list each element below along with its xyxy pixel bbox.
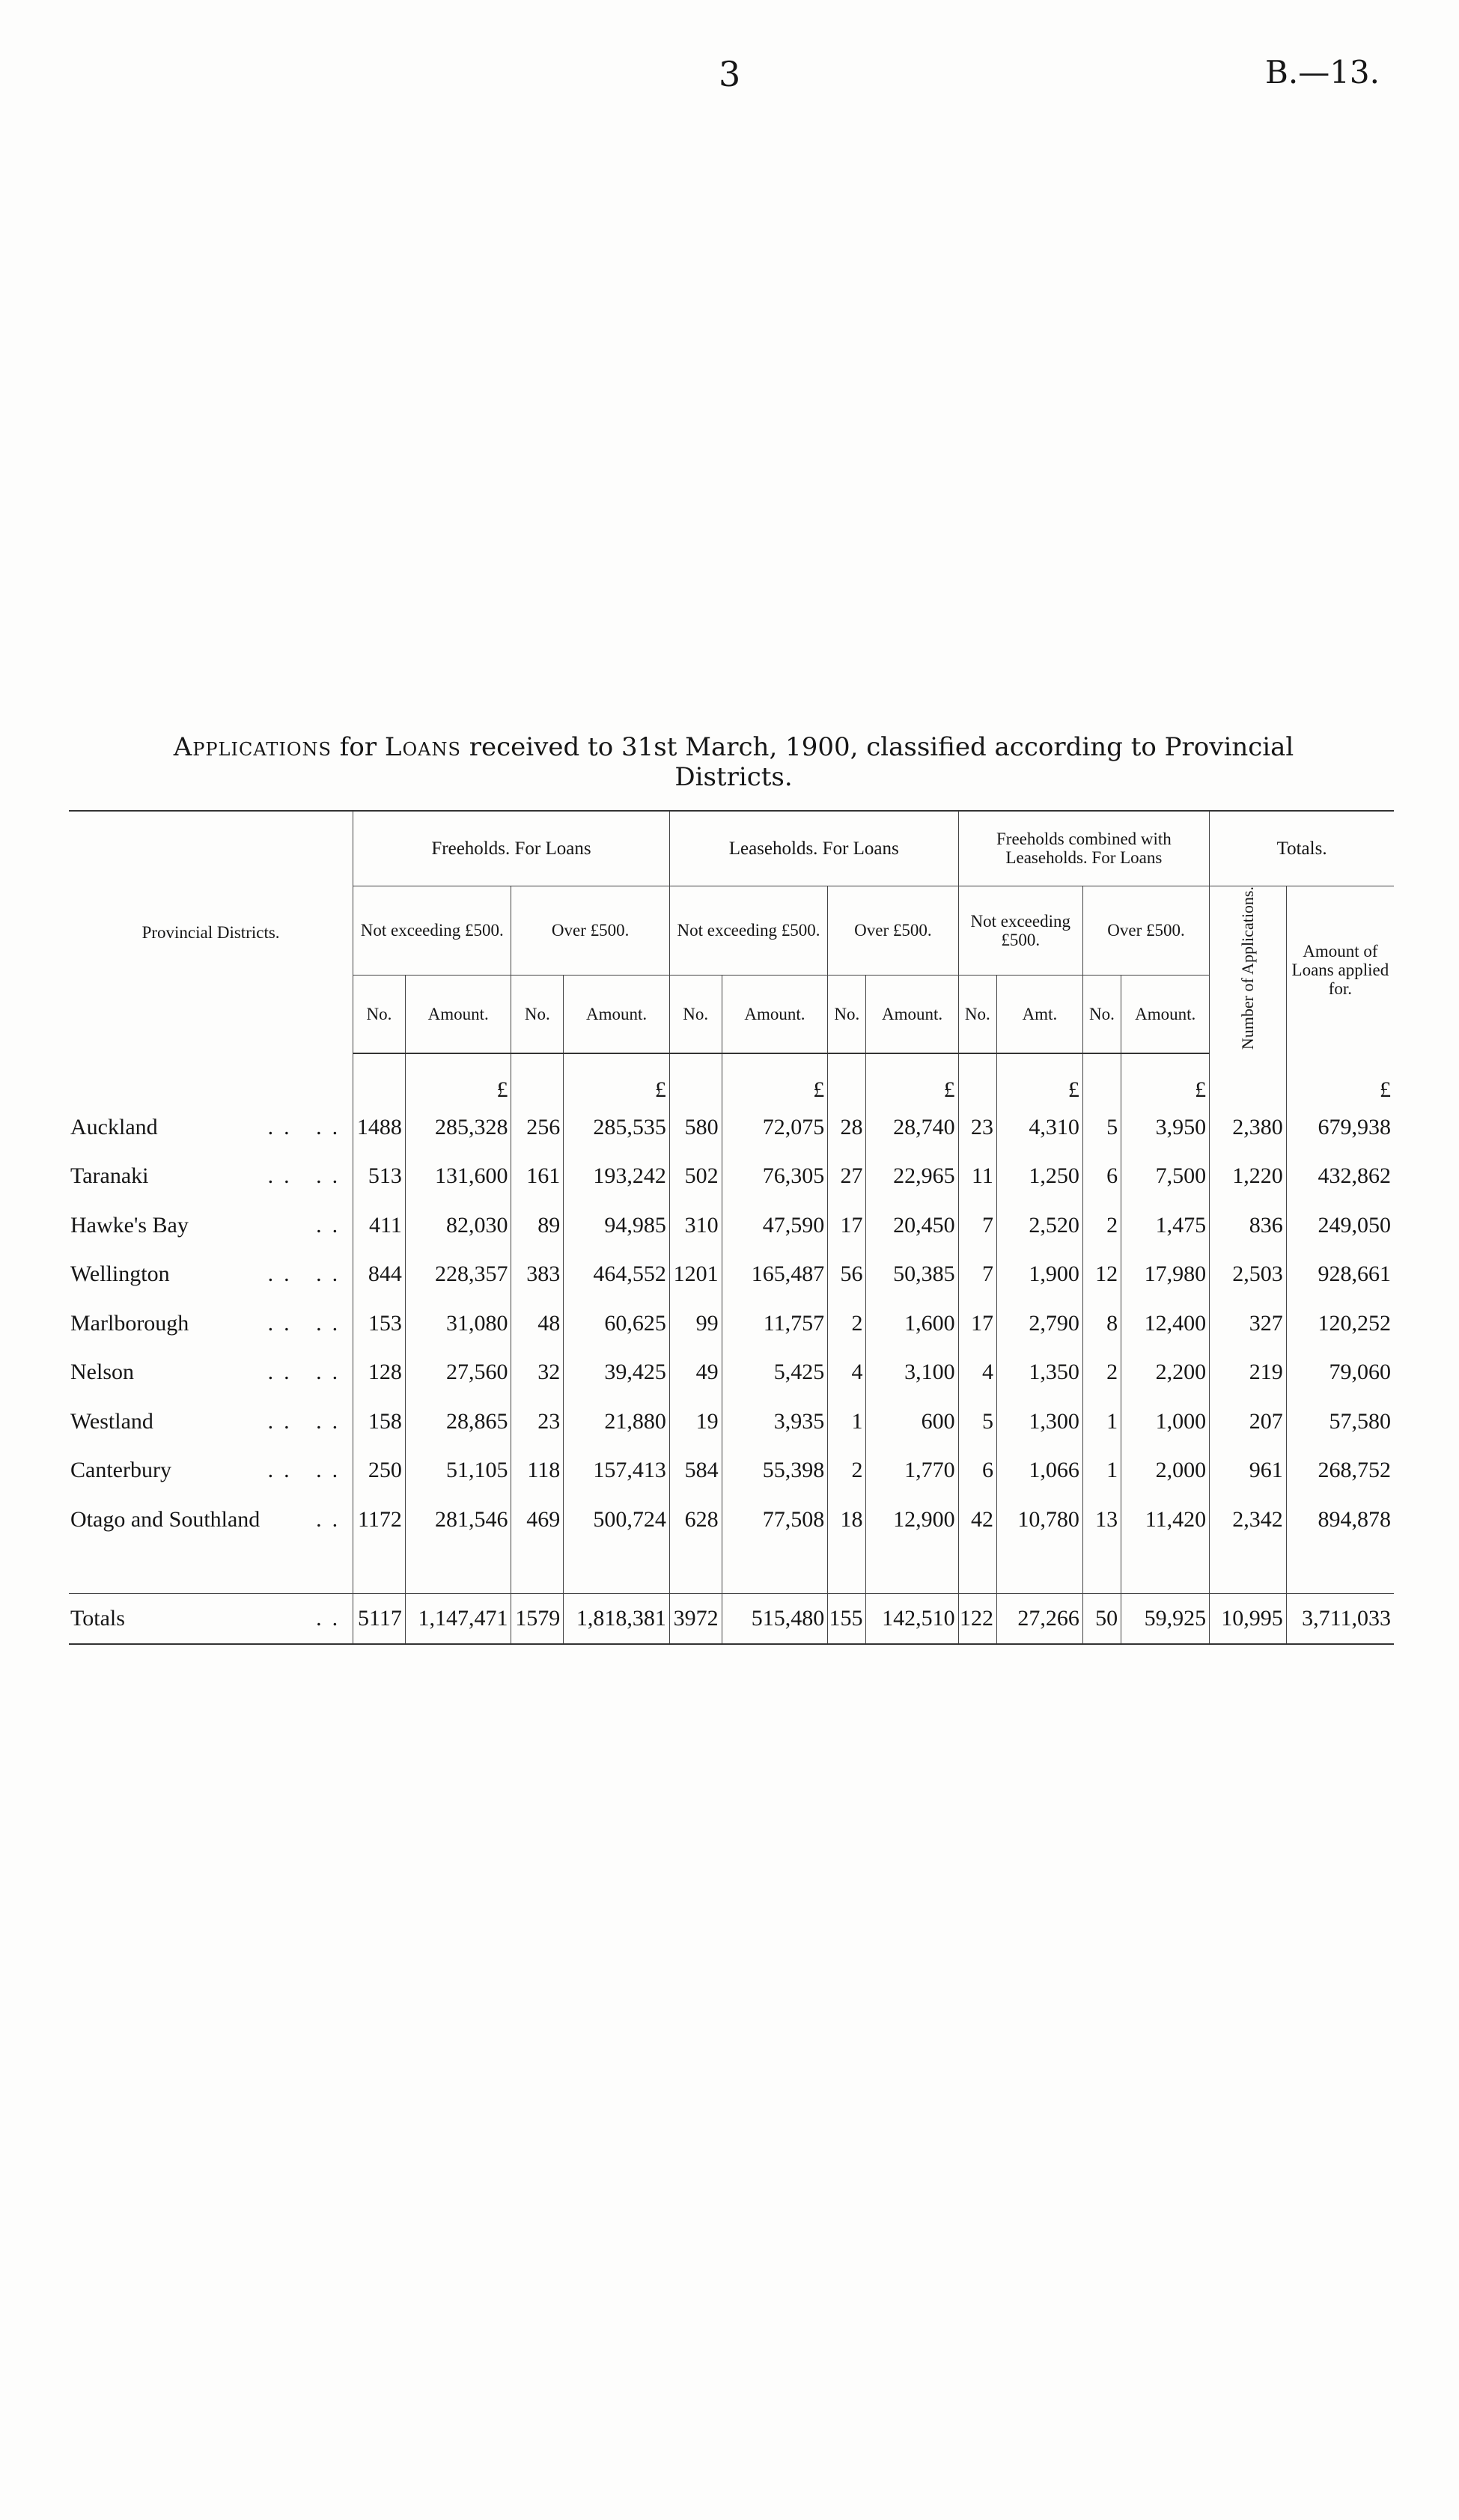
table-cell: 48 [511,1299,564,1348]
table-cell: 1,900 [996,1250,1082,1300]
totals-cell: 155 [828,1594,866,1644]
table-cell: 22,965 [866,1152,958,1202]
table-cell: 469 [511,1495,564,1544]
table-cell: 513 [353,1152,406,1202]
totals-cell: 50 [1082,1594,1121,1644]
table-cell: 32 [511,1348,564,1398]
totals-group-header: Totals. [1210,811,1394,886]
table-cell: 2,200 [1121,1348,1210,1398]
table-cell: 165,487 [722,1250,828,1300]
table-cell: 2 [828,1299,866,1348]
district-name: Wellington [70,1261,174,1286]
table-cell: 1 [828,1397,866,1446]
table-cell: 158 [353,1397,406,1446]
page-number: 3 [719,54,741,94]
table-cell: 82,030 [405,1201,511,1250]
totals-cell: 59,925 [1121,1594,1210,1644]
table-cell: 17 [828,1201,866,1250]
table-cell: 10,780 [996,1495,1082,1544]
table-cell: 55,398 [722,1446,828,1496]
table-row [69,1495,1394,1544]
table-cell: 99 [669,1299,722,1348]
leaseholds-le500-amount-header: Amount. [722,975,828,1053]
table-cell: 1,066 [996,1446,1082,1496]
freeholds-not-exceeding-header: Not exceeding £500. [353,886,511,975]
loans-by-district-table [69,810,1394,1645]
table-cell: 28 [828,1103,866,1152]
table-cell: 17 [958,1299,996,1348]
table-cell: 580 [669,1103,722,1152]
table-cell: 3,100 [866,1348,958,1398]
district-name: Canterbury [70,1458,176,1482]
table-cell: 4,310 [996,1103,1082,1152]
combined-gt500-amount-header: Amount. [1121,975,1210,1053]
table-cell: 89 [511,1201,564,1250]
table-cell: 72,075 [722,1103,828,1152]
dot-leader: .. .. [267,1114,349,1139]
table-cell: 42 [958,1495,996,1544]
combined-group-header: Freeholds combined with Leaseholds. For Loans [958,811,1210,886]
table-cell: 7 [958,1201,996,1250]
table-cell: 1,000 [1121,1397,1210,1446]
table-cell: 79,060 [1286,1348,1394,1398]
totals-cell: 122 [958,1594,996,1644]
table-cell: 1 [1082,1397,1121,1446]
table-cell: 13 [1082,1495,1121,1544]
table-cell: 12 [1082,1250,1121,1300]
table-cell: 76,305 [722,1152,828,1202]
table-cell: 7 [958,1250,996,1300]
table-cell: 1 [1082,1446,1121,1496]
table-cell: 1201 [669,1250,722,1300]
table-cell: 1,475 [1121,1201,1210,1250]
freeholds-le500-no-header: No. [353,975,406,1053]
table-cell: 120,252 [1286,1299,1394,1348]
table-cell: 11 [958,1152,996,1202]
table-cell: 161 [511,1152,564,1202]
table-cell: 432,862 [1286,1152,1394,1202]
table-cell: 128 [353,1348,406,1398]
leaseholds-not-exceeding-header: Not exceeding £500. [669,886,827,975]
district-name: Auckland [70,1115,162,1139]
dot-leader: .. .. [267,1163,349,1189]
district-cell [69,1299,353,1348]
table-row [69,1103,1394,1152]
table-row [69,1397,1394,1446]
table-cell: 3,950 [1121,1103,1210,1152]
district-cell [69,1250,353,1300]
title-line-1 [75,732,1392,762]
table-cell: 2,380 [1210,1103,1287,1152]
table-cell: 6 [1082,1152,1121,1202]
table-cell: 285,535 [564,1103,670,1152]
freeholds-over-header: Over £500. [511,886,669,975]
district-name: Hawke's Bay [70,1213,193,1238]
currency-symbol: £ [722,1053,828,1104]
combined-not-exceeding-header: Not exceeding £500. [958,886,1082,975]
table-cell: 228,357 [405,1250,511,1300]
freeholds-le500-amount-header: Amount. [405,975,511,1053]
currency-row [69,1053,1394,1104]
totals-label: Totals [70,1606,130,1631]
table-cell: 23 [511,1397,564,1446]
dot-leader: .. .. [267,1458,349,1483]
dot-leader: .. .. [267,1360,349,1385]
totals-cell: 515,480 [722,1594,828,1644]
table-cell: 679,938 [1286,1103,1394,1152]
table-cell: 2,790 [996,1299,1082,1348]
table-cell: 50,385 [866,1250,958,1300]
table-cell: 628 [669,1495,722,1544]
table-cell: 21,880 [564,1397,670,1446]
number-of-applications-header [1210,886,1287,1053]
table-cell: 118 [511,1446,564,1496]
totals-cell: 10,995 [1210,1594,1287,1644]
table-cell: 17,980 [1121,1250,1210,1300]
title-word-loans: Loans [384,732,461,762]
table-cell: 12,400 [1121,1299,1210,1348]
totals-cell: 1,818,381 [564,1594,670,1644]
table-cell: 77,508 [722,1495,828,1544]
table-cell: 131,600 [405,1152,511,1202]
district-cell [69,1495,353,1544]
district-name: Otago and Southland [70,1507,264,1532]
dot-leader: .. [316,1506,349,1532]
table-cell: 844 [353,1250,406,1300]
district-cell [69,1446,353,1496]
table-row [69,1299,1394,1348]
totals-cell: 5117 [353,1594,406,1644]
table-cell: 20,450 [866,1201,958,1250]
table-cell: 2 [1082,1348,1121,1398]
currency-symbol: £ [1121,1053,1210,1104]
table-cell: 1,600 [866,1299,958,1348]
table-cell: 4 [828,1348,866,1398]
table-cell: 94,985 [564,1201,670,1250]
table-cell: 1488 [353,1103,406,1152]
leaseholds-group-header: Leaseholds. For Loans [669,811,958,886]
dot-leader: .. [316,1605,349,1631]
table-cell: 268,752 [1286,1446,1394,1496]
currency-symbol: £ [1286,1053,1394,1104]
table-cell: 961 [1210,1446,1287,1496]
table-cell: 383 [511,1250,564,1300]
totals-cell: 1,147,471 [405,1594,511,1644]
table-cell: 2,520 [996,1201,1082,1250]
table-cell: 12,900 [866,1495,958,1544]
table-cell: 2,000 [1121,1446,1210,1496]
document-reference: B.—13. [1265,54,1380,91]
table-cell: 23 [958,1103,996,1152]
leaseholds-gt500-no-header: No. [828,975,866,1053]
table-cell: 4 [958,1348,996,1398]
district-cell [69,1152,353,1202]
district-cell [69,1348,353,1398]
table-cell: 5 [1082,1103,1121,1152]
table-cell: 1,350 [996,1348,1082,1398]
dot-leader: .. .. [267,1261,349,1287]
table-cell: 7,500 [1121,1152,1210,1202]
table-cell: 153 [353,1299,406,1348]
freeholds-group-header: Freeholds. For Loans [353,811,670,886]
table-cell: 27,560 [405,1348,511,1398]
leaseholds-gt500-amount-header: Amount. [866,975,958,1053]
combined-le500-no-header: No. [958,975,996,1053]
totals-cell: 3,711,033 [1286,1594,1394,1644]
combined-gt500-no-header: No. [1082,975,1121,1053]
table-cell: 928,661 [1286,1250,1394,1300]
dot-leader: .. .. [267,1408,349,1434]
totals-cell: 3972 [669,1594,722,1644]
currency-symbol: £ [996,1053,1082,1104]
table-row [69,1446,1394,1496]
table-cell: 11,420 [1121,1495,1210,1544]
table-cell: 39,425 [564,1348,670,1398]
totals-cell: 27,266 [996,1594,1082,1644]
district-cell [69,1201,353,1250]
totals-cell: 142,510 [866,1594,958,1644]
district-name: Westland [70,1409,158,1434]
table-cell: 502 [669,1152,722,1202]
table-cell: 256 [511,1103,564,1152]
table-cell: 2,503 [1210,1250,1287,1300]
district-header: Provincial Districts. [69,811,353,1053]
totals-label-cell [69,1594,353,1644]
table-cell: 310 [669,1201,722,1250]
table-cell: 5 [958,1397,996,1446]
title-word-for: for [339,732,377,762]
table-cell: 836 [1210,1201,1287,1250]
table-cell: 11,757 [722,1299,828,1348]
table-cell: 57,580 [1286,1397,1394,1446]
table-cell: 60,625 [564,1299,670,1348]
dot-leader: .. [316,1212,349,1238]
table-row [69,1152,1394,1202]
table-cell: 28,740 [866,1103,958,1152]
table-cell: 2 [1082,1201,1121,1250]
table-cell: 207 [1210,1397,1287,1446]
table-cell: 250 [353,1446,406,1496]
district-name: Nelson [70,1360,138,1384]
dot-leader: .. .. [267,1310,349,1336]
combined-le500-amt-header: Amt. [996,975,1082,1053]
table-cell: 27 [828,1152,866,1202]
table-cell: 1172 [353,1495,406,1544]
leaseholds-le500-no-header: No. [669,975,722,1053]
currency-symbol: £ [564,1053,670,1104]
combined-over-header: Over £500. [1082,886,1209,975]
district-cell [69,1397,353,1446]
table-cell: 8 [1082,1299,1121,1348]
leaseholds-over-header: Over £500. [828,886,958,975]
number-of-applications-label: Number of Applications. [1237,886,1257,1050]
table-cell: 193,242 [564,1152,670,1202]
title-line-2: Districts. [674,762,793,792]
table-row [69,1201,1394,1250]
table-cell: 3,935 [722,1397,828,1446]
table-cell: 5,425 [722,1348,828,1398]
table-row [69,1348,1394,1398]
table-cell: 6 [958,1446,996,1496]
district-name: Marlborough [70,1311,193,1336]
table-cell: 281,546 [405,1495,511,1544]
table-cell: 249,050 [1286,1201,1394,1250]
table-cell: 47,590 [722,1201,828,1250]
table-cell: 31,080 [405,1299,511,1348]
table-cell: 219 [1210,1348,1287,1398]
table-cell: 1,250 [996,1152,1082,1202]
table-cell: 327 [1210,1299,1287,1348]
table-cell: 464,552 [564,1250,670,1300]
table-cell: 1,770 [866,1446,958,1496]
title-word-applications: Applications [173,732,332,762]
title-rest: received to 31st March, 1900, classified according to Provincial [469,732,1294,762]
table-cell: 285,328 [405,1103,511,1152]
currency-symbol: £ [405,1053,511,1104]
table-row [69,1250,1394,1300]
table-cell: 19 [669,1397,722,1446]
totals-row [69,1594,1394,1644]
freeholds-gt500-no-header: No. [511,975,564,1053]
currency-symbol: £ [866,1053,958,1104]
table-cell: 157,413 [564,1446,670,1496]
table-cell: 1,220 [1210,1152,1287,1202]
table-cell: 56 [828,1250,866,1300]
district-name: Taranaki [70,1163,153,1188]
table-cell: 2 [828,1446,866,1496]
table-title [75,732,1392,792]
table-cell: 600 [866,1397,958,1446]
table-cell: 49 [669,1348,722,1398]
table-cell: 500,724 [564,1495,670,1544]
table-cell: 894,878 [1286,1495,1394,1544]
table-cell: 584 [669,1446,722,1496]
amount-applied-header: Amount of Loans applied for. [1286,886,1394,1053]
table-cell: 28,865 [405,1397,511,1446]
totals-cell: 1579 [511,1594,564,1644]
freeholds-gt500-amount-header: Amount. [564,975,670,1053]
table-cell: 18 [828,1495,866,1544]
table-cell: 51,105 [405,1446,511,1496]
district-cell [69,1103,353,1152]
table-cell: 2,342 [1210,1495,1287,1544]
table-cell: 1,300 [996,1397,1082,1446]
table-cell: 411 [353,1201,406,1250]
